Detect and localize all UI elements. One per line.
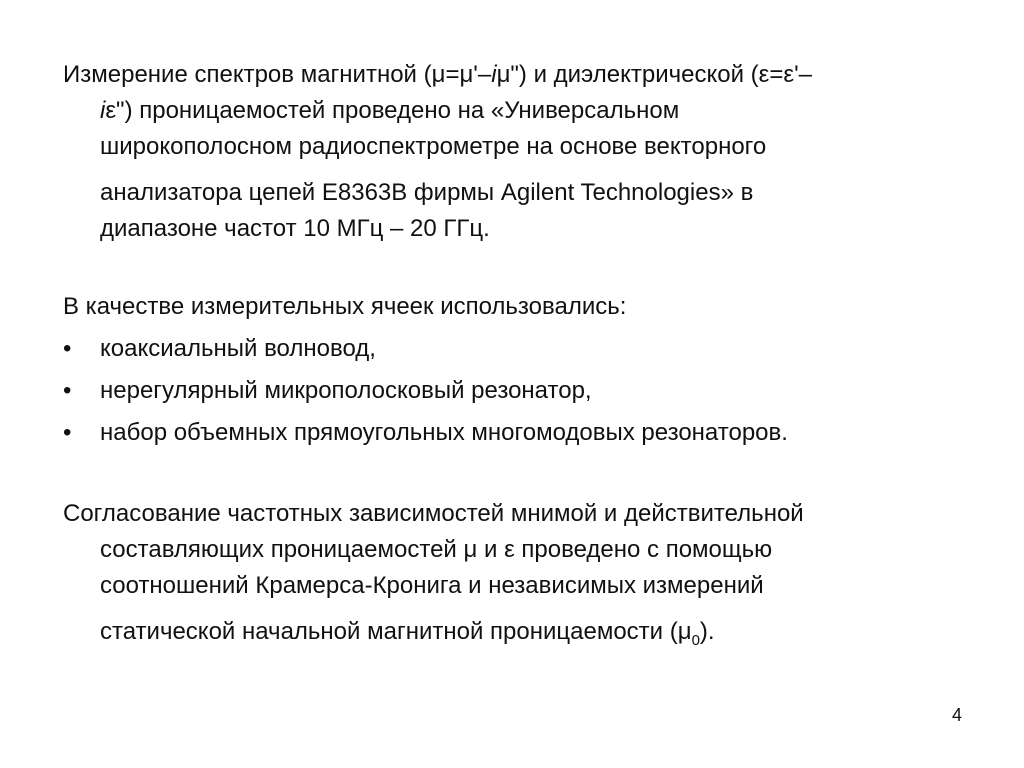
paragraph-kramers-kronig <box>63 496 963 659</box>
text-segment: статической начальной магнитной проницаемости (μ <box>100 618 692 645</box>
list-item <box>63 331 963 367</box>
list-item-text: нерегулярный микрополосковый резонатор, <box>100 377 592 404</box>
text-segment: Измерение спектров магнитной (μ=μ'– <box>63 61 492 88</box>
paragraph-line <box>63 93 963 129</box>
bullet-symbol: • <box>63 377 72 404</box>
paragraph-line: широкополосном радиоспектрометре на основе векторного <box>100 133 767 160</box>
paragraph-line: В качестве измерительных ячеек использовались: <box>63 293 627 320</box>
list-item-text: коаксиальный волновод, <box>100 335 376 362</box>
paragraph-line: соотношений Крамерса-Кронига и независимых измерений <box>100 572 764 599</box>
paragraph-line: составляющих проницаемостей μ и ε проведено с помощью <box>100 536 773 563</box>
italic-i: i <box>491 61 497 88</box>
bullet-symbol: • <box>63 335 72 362</box>
paragraph-cells <box>63 289 963 451</box>
text-segment: ). <box>699 618 715 645</box>
page-number: 4 <box>951 705 962 725</box>
list-item <box>63 373 963 409</box>
subscript: 0 <box>691 632 700 649</box>
paragraph-line <box>63 57 963 93</box>
paragraph-line: диапазоне частот 10 МГц – 20 ГГц. <box>100 215 490 242</box>
paragraph-line <box>63 614 963 659</box>
list-item-text: набор объемных прямоугольных многомодовых резонаторов. <box>100 419 788 446</box>
paragraph-line: анализатора цепей E8363B фирмы Agilent Technologies» в <box>100 179 754 206</box>
text-segment: ε") проницаемостей проведено на «Универсальном <box>105 97 680 124</box>
paragraph-line: Согласование частотных зависимостей мнимой и действительной <box>63 500 804 527</box>
paragraph-measurement <box>63 57 963 247</box>
italic-i: i <box>100 97 106 124</box>
list-item <box>63 415 963 451</box>
bullet-symbol: • <box>63 419 72 446</box>
text-segment: μ") и диэлектрической (ε=ε'– <box>496 61 813 88</box>
